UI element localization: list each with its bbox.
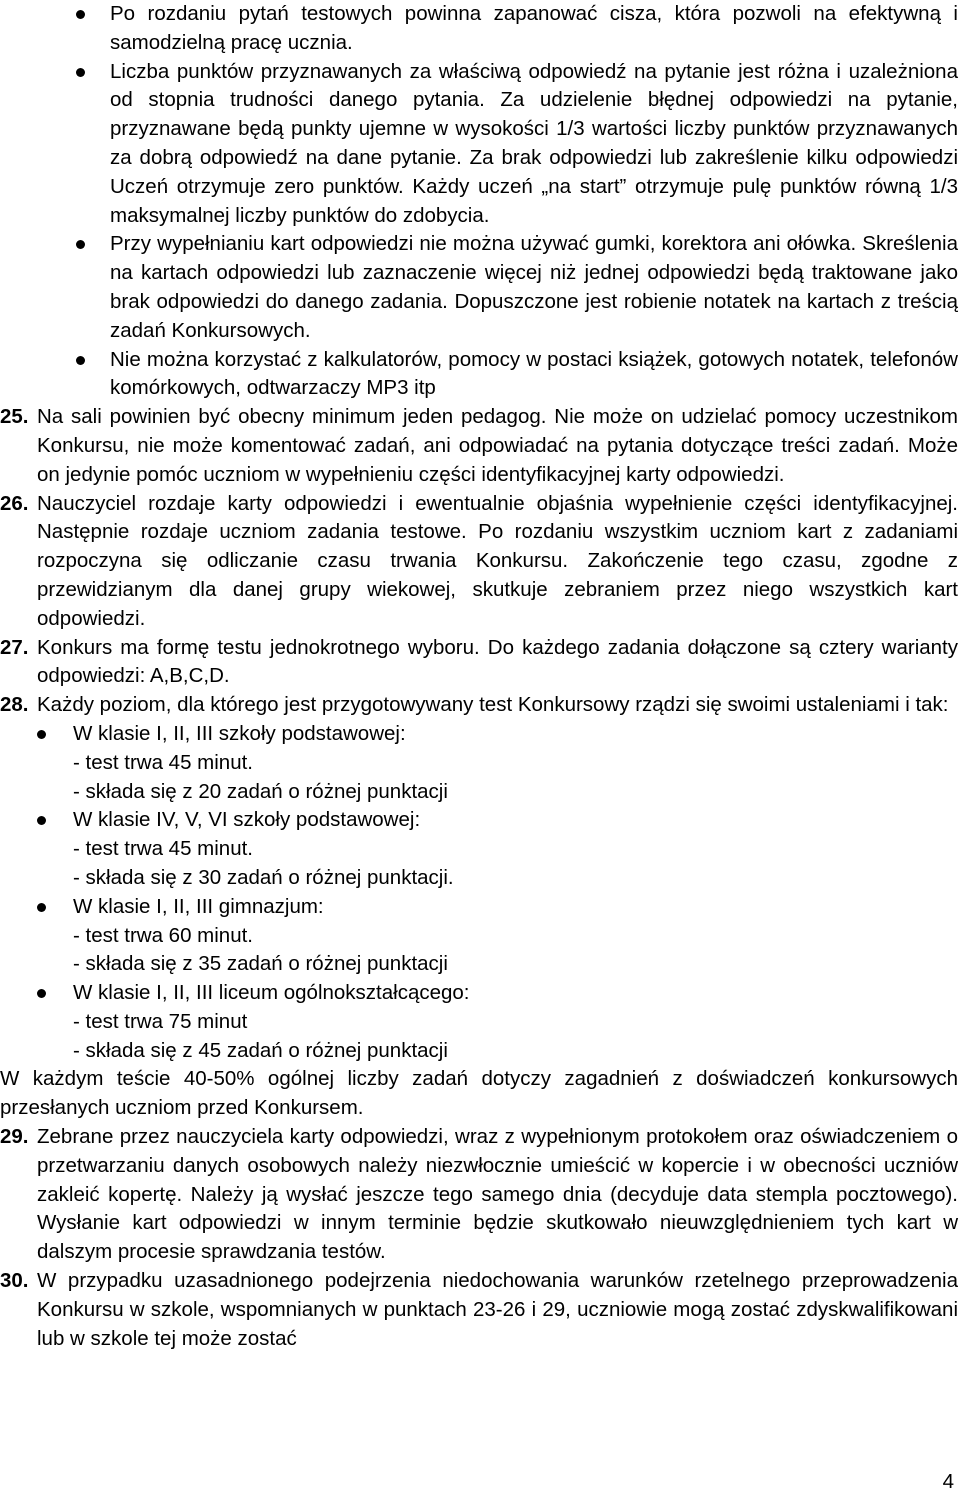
item-text: W przypadku uzasadnionego podejrzenia niedochowania warunków rzetelnego przeprowadzenia Konkursu w szkole, wspomnianych w punktach 23-26 i 29, uczniowie mogą zostać zdyskwalifikowani lub w szkole tej może zostać [37, 1269, 958, 1350]
item-text: Każdy poziom, dla którego jest przygotowywany test Konkursowy rządzi się swoimi ustaleniami i tak: [37, 693, 949, 717]
level-tasks: - składa się z 35 zadań o różnej punktacji [73, 952, 448, 976]
bullet-item: Po rozdaniu pytań testowych powinna zapanować cisza, która pozwoli na efektywną i samodzielną pracę ucznia. [0, 0, 958, 58]
numbered-rules [0, 403, 960, 720]
level-tasks: - składa się z 30 zadań o różnej punktacji. [73, 865, 454, 889]
level-item [0, 806, 960, 892]
item-number: 29. [0, 1125, 29, 1149]
numbered-item-28 [0, 691, 958, 720]
item-number: 28. [0, 693, 29, 717]
level-time: - test trwa 45 minut. [73, 750, 254, 774]
numbered-item-25 [0, 403, 958, 489]
item-text: Konkurs ma formę testu jednokrotnego wyboru. Do każdego zadania dołączone są cztery warianty odpowiedzi: A,B,C,D. [37, 635, 958, 688]
level-item [0, 720, 960, 806]
bullet-item: Przy wypełnianiu kart odpowiedzi nie można używać gumki, korektora ani ołówka. Skreślenia na kartach odpowiedzi lub zaznaczenie więcej niż jednej odpowiedzi będą traktowane jako brak odpowiedzi do danego zadania. Dopuszczone jest robienie notatek na kartach z treścią zadań Konkursowych. [0, 230, 958, 345]
item-number: 26. [0, 491, 29, 515]
numbered-item-26 [0, 490, 958, 634]
item-number: 30. [0, 1269, 29, 1293]
item-text: Zebrane przez nauczyciela karty odpowiedzi, wraz z wypełnionym protokołem oraz oświadczeniem o przetwarzaniu danych osobowych należy niezwłocznie umieścić w kopercie i w obecności uczniów zakleić kopertę. Należy ją wysłać jeszcze tego samego dnia (decyduje data stempla pocztowego). Wysłanie kart odpowiedzi w innym terminie będzie skutkowało nieuwzględnieniem tych kart w dalszym procesie sprawdzania testów. [37, 1125, 958, 1264]
level-tasks: - składa się z 20 zadań o różnej punktacji [73, 779, 448, 803]
bullet-item: Nie można korzystać z kalkulatorów, pomocy w postaci książek, gotowych notatek, telefonów komórkowych, odtwarzaczy MP3 itp [0, 346, 958, 404]
level-name: W klasie IV, V, VI szkoły podstawowej: [73, 808, 421, 832]
item-text: Na sali powinien być obecny minimum jeden pedagog. Nie może on udzielać pomocy uczestnikom Konkursu, nie może komentować zadań, ani odpowiadać na pytania dotyczące treści zadań. Może on jedynie pomóc uczniom w wypełnieniu części identyfikacyjnej karty odpowiedzi. [37, 405, 958, 486]
level-time: - test trwa 60 minut. [73, 923, 254, 947]
item-number: 25. [0, 405, 29, 429]
level-name: W klasie I, II, III gimnazjum: [73, 894, 324, 918]
numbered-item-27 [0, 634, 958, 692]
rules-bullet-list [0, 0, 960, 403]
level-time: - test trwa 75 minut [73, 1009, 248, 1033]
level-item [0, 979, 960, 1065]
page-number: 4 [942, 1470, 954, 1493]
item-number: 27. [0, 635, 29, 659]
level-name: W klasie I, II, III szkoły podstawowej: [73, 721, 406, 745]
level-time: - test trwa 45 minut. [73, 837, 254, 861]
level-name: W klasie I, II, III liceum ogólnokształcącego: [73, 981, 470, 1005]
item-text: Nauczyciel rozdaje karty odpowiedzi i ewentualnie objaśnia wypełnienie części identyfikacyjnej. Następnie rozdaje uczniom zadania testowe. Po rozdaniu wszystkim uczniom kart z zadaniami rozpoczyna się odliczanie czasu trwania Konkursu. Zakończenie tego czasu, zgodne z przewidzianym dla danej grupy wiekowej, skutkuje zebraniem przez niego wszystkich kart odpowiedzi. [37, 491, 958, 630]
numbered-item-29 [0, 1123, 958, 1267]
numbered-item-30 [0, 1267, 958, 1353]
level-item [0, 893, 960, 979]
bullet-item: Liczba punktów przyznawanych za właściwą odpowiedź na pytanie jest różna i uzależniona od stopnia trudności danego pytania. Za udzielenie błędnej odpowiedzi na pytanie, przyznawane będą punkty ujemne w wysokości 1/3 wartości liczby punktów przyznawanych za dobrą odpowiedź na dane pytanie. Za brak odpowiedzi lub zakreślenie kilku odpowiedzi Uczeń otrzymuje zero punktów. Każdy uczeń „na start” otrzymuje pulę punktów równą 1/3 maksymalnej liczby punktów do zdobycia. [0, 58, 958, 231]
numbered-rules-continued [0, 1123, 960, 1353]
test-levels-list [0, 720, 960, 1066]
summary-paragraph: W każdym teście 40-50% ogólnej liczby zadań dotyczy zagadnień z doświadczeń konkursowych przesłanych uczniom przed Konkursem. [0, 1067, 958, 1120]
level-tasks: - składa się z 45 zadań o różnej punktacji [73, 1038, 448, 1062]
